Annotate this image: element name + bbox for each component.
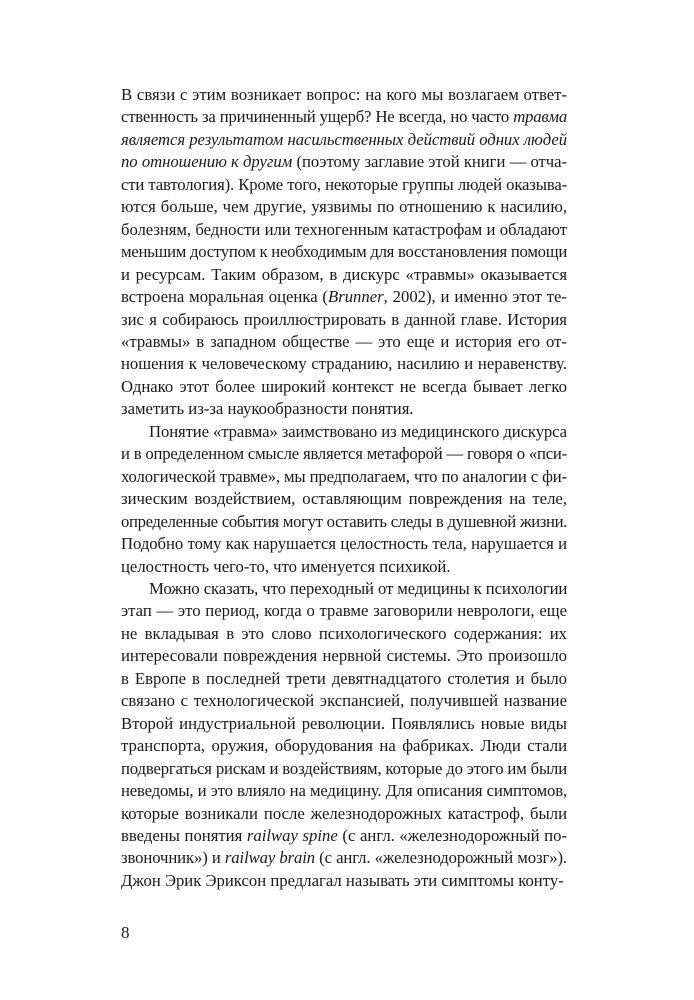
- text-line: [121, 578, 567, 600]
- text-line: [121, 286, 567, 308]
- text-run: подвергаться рискам и воздействиям, которые до этого им были: [121, 758, 567, 778]
- text-run: зис я собираюсь проиллюстрировать в данной главе. История: [121, 309, 567, 329]
- italic-run: railway spine: [246, 825, 338, 845]
- text-line: [121, 129, 567, 151]
- italic-run: является результатом насильственных действий одних людей: [121, 129, 567, 149]
- text-line: [121, 264, 567, 286]
- text-run: заметить из-за наукообразности понятия.: [121, 399, 414, 419]
- text-line: [121, 533, 567, 555]
- text-line: [121, 623, 567, 645]
- text-line: [121, 556, 567, 578]
- text-line: [121, 376, 567, 398]
- text-line: [121, 870, 567, 892]
- text-line: [121, 309, 567, 331]
- text-line: [121, 735, 567, 757]
- text-run: в Европе в последней трети девятнадцатого столетия и было: [121, 668, 567, 688]
- text-run: сти тавтология). Кроме того, некоторые группы людей оказыва-: [121, 174, 567, 194]
- text-line: [121, 106, 567, 128]
- text-line: [121, 713, 567, 735]
- text-run: связано с технологической экспансией, получившей название: [121, 691, 567, 711]
- text-run: (с англ. «железнодорожный мозг»).: [315, 848, 567, 868]
- italic-run: по отношению к другим: [121, 152, 293, 172]
- text-run: Подобно тому как нарушается целостность тела, нарушается и: [121, 534, 567, 554]
- text-run: Джон Эрик Эриксон предлагал называть эти симптомы конту-: [121, 870, 564, 890]
- text-run: транспорта, оружия, оборудования на фабриках. Люди стали: [121, 736, 567, 756]
- text-line: [121, 847, 567, 869]
- text-run: и в определенном смысле является метафорой — говоря о «пси-: [121, 444, 567, 464]
- text-run: , 2002), и именно этот те-: [383, 287, 567, 307]
- text-line: [121, 690, 567, 712]
- text-line: [121, 466, 567, 488]
- text-run: меньшим доступом к необходимым для восстановления помощи: [121, 242, 568, 262]
- text-line: [121, 780, 567, 802]
- text-run: (с англ. «железнодорожный по-: [337, 825, 567, 845]
- text-run: звоночник») и: [121, 848, 225, 868]
- text-run: ются больше, чем другие, уязвимы по отношению к насилию,: [121, 197, 567, 217]
- text-run: неведомы, и это влияло на медицину. Для описания симптомов,: [121, 781, 567, 801]
- text-run: этап — это период, когда о травме заговорили неврологи, еще: [121, 601, 567, 621]
- text-run: определенные события могут оставить следы в душевной жизни.: [121, 511, 567, 531]
- text-line: [121, 443, 567, 465]
- text-run: Понятие «травма» заимствовано из медицинского дискурса: [149, 421, 567, 441]
- text-line: [121, 353, 567, 375]
- italic-run: травма: [513, 107, 567, 127]
- text-line: [121, 151, 567, 173]
- text-run: хологической травме», мы предполагаем, что по аналогии с фи-: [121, 466, 567, 486]
- paragraph-2: [121, 421, 567, 578]
- text-run: ношения к человеческому страданию, насилию и неравенству.: [121, 354, 567, 374]
- page-body: [121, 84, 567, 892]
- text-run: Второй индустриальной революции. Появлялись новые виды: [121, 713, 567, 733]
- paragraph-3: [121, 578, 567, 892]
- text-line: [121, 511, 567, 533]
- text-run: не вкладывая в это слово психологического содержания: их: [121, 623, 567, 643]
- text-line: [121, 803, 567, 825]
- text-run: «травмы» в западном обществе — это еще и история его от-: [121, 331, 567, 351]
- text-line: [121, 174, 567, 196]
- text-line: [121, 421, 567, 443]
- text-line: [121, 331, 567, 353]
- text-run: зическим воздействием, оставляющим повреждения на теле,: [121, 489, 567, 509]
- text-run: целостность чего-то, что именуется психикой.: [121, 556, 451, 576]
- text-line: [121, 84, 567, 106]
- text-line: [121, 668, 567, 690]
- text-run: ственность за причиненный ущерб? Не всегда, но часто: [121, 107, 514, 127]
- italic-run: Brunner: [328, 287, 384, 307]
- text-run: Можно сказать, что переходный от медицины к психологии: [149, 578, 568, 598]
- text-run: болезням, бедности или техногенным катастрофам и обладают: [121, 219, 567, 239]
- text-line: [121, 645, 567, 667]
- text-run: В связи с этим возникает вопрос: на кого мы возлагаем ответ-: [121, 85, 567, 104]
- page-number: 8: [121, 923, 130, 942]
- text-run: (поэтому заглавие этой книги — отча-: [292, 152, 567, 172]
- text-line: [121, 219, 567, 241]
- text-line: [121, 241, 567, 263]
- paragraph-1: [121, 84, 567, 421]
- text-line: [121, 488, 567, 510]
- text-run: встроена моральная оценка (: [121, 287, 328, 307]
- italic-run: railway brain: [224, 848, 316, 868]
- text-line: [121, 196, 567, 218]
- text-run: интересовали повреждения нервной системы. Это произошло: [121, 646, 567, 666]
- text-line: [121, 825, 567, 847]
- text-run: введены понятия: [121, 825, 247, 845]
- text-line: [121, 758, 567, 780]
- text-line: [121, 600, 567, 622]
- text-run: Однако этот более широкий контекст не всегда бывает легко: [121, 376, 567, 396]
- text-line: [121, 398, 567, 420]
- text-run: которые возникали после железнодорожных катастроф, были: [121, 803, 567, 823]
- text-run: и ресурсам. Таким образом, в дискурс «травмы» оказывается: [121, 264, 567, 284]
